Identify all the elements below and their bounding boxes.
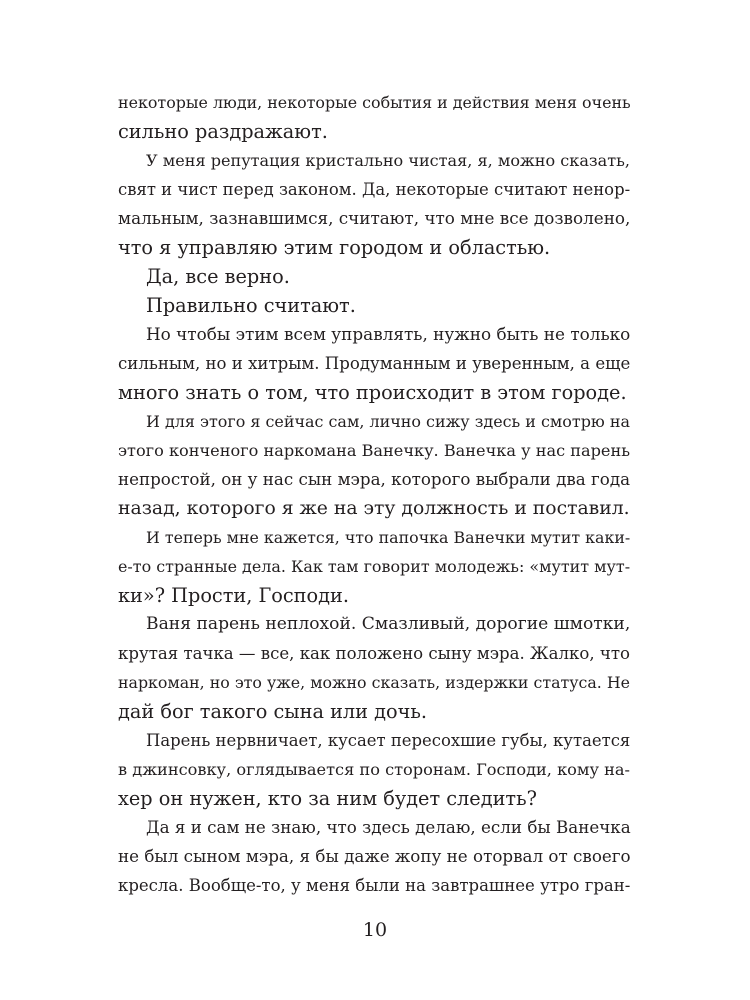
text-line: ки»? Прости, Господи. <box>118 584 349 607</box>
text-line: кресла. Вообще-то, у меня были на завтрашнее утро гран- <box>118 876 631 895</box>
text-line: свят и чист перед законом. Да, некоторые считают ненор- <box>118 180 631 199</box>
text-line: сильно раздражают. <box>118 120 328 143</box>
paragraph-start-line: Да я и сам не знаю, что здесь делаю, если бы Ванечка <box>146 817 631 837</box>
text-line: крутая тачка — все, как положено сыну мэра. Жалко, что <box>118 644 630 663</box>
text-line: наркоман, но это уже, можно сказать, издержки статуса. Не <box>118 673 630 692</box>
paragraph-start-line: Ваня парень неплохой. Смазливый, дорогие шмотки, <box>146 614 631 634</box>
text-line: назад, которого я же на эту должность и поставил. <box>118 498 630 519</box>
text-line: много знать о том, что происходит в этом городе. <box>118 381 627 404</box>
text-line: некоторые люди, некоторые события и действия меня очень <box>118 93 631 112</box>
text-line: хер он нужен, кто за ним будет следить? <box>118 787 537 810</box>
paragraph-start-line: Но чтобы этим всем управлять, нужно быть не только <box>146 324 631 344</box>
text-line: мальным, зазнавшимся, считают, что мне все дозволено, <box>118 208 631 228</box>
paragraph-start-line: Правильно считают. <box>146 294 356 317</box>
text-line: непростой, он у нас сын мэра, которого выбрали два года <box>118 470 631 489</box>
text-line: дай бог такого сына или дочь. <box>118 700 428 723</box>
paragraph-start-line: И теперь мне кажется, что папочка Ванечки мутит каки- <box>146 528 631 547</box>
text-line: сильным, но и хитрым. Продуманным и уверенным, а еще <box>118 354 631 373</box>
text-line: не был сыном мэра, я бы даже жопу не оторвал от своего <box>118 846 631 866</box>
paragraph-start-line: Парень нервничает, кусает пересохшие губы, кутается <box>146 731 631 750</box>
paragraph-start-line: Да, все верно. <box>146 265 290 288</box>
paragraph-start-line: У меня репутация кристально чистая, я, можно сказать, <box>146 151 630 170</box>
text-line: в джинсовку, оглядывается по сторонам. Господи, кому на- <box>118 760 630 779</box>
text-line: что я управляю этим городом и областью. <box>118 236 551 259</box>
text-line: е-то странные дела. Как там говорит молодежь: «мутит мут- <box>118 557 631 576</box>
paragraph-start-line: И для этого я сейчас сам, лично сижу здесь и смотрю на <box>146 412 630 431</box>
page-number: 10 <box>362 919 388 941</box>
text-line: этого конченого наркомана Ванечку. Ванечка у нас парень <box>118 441 630 460</box>
